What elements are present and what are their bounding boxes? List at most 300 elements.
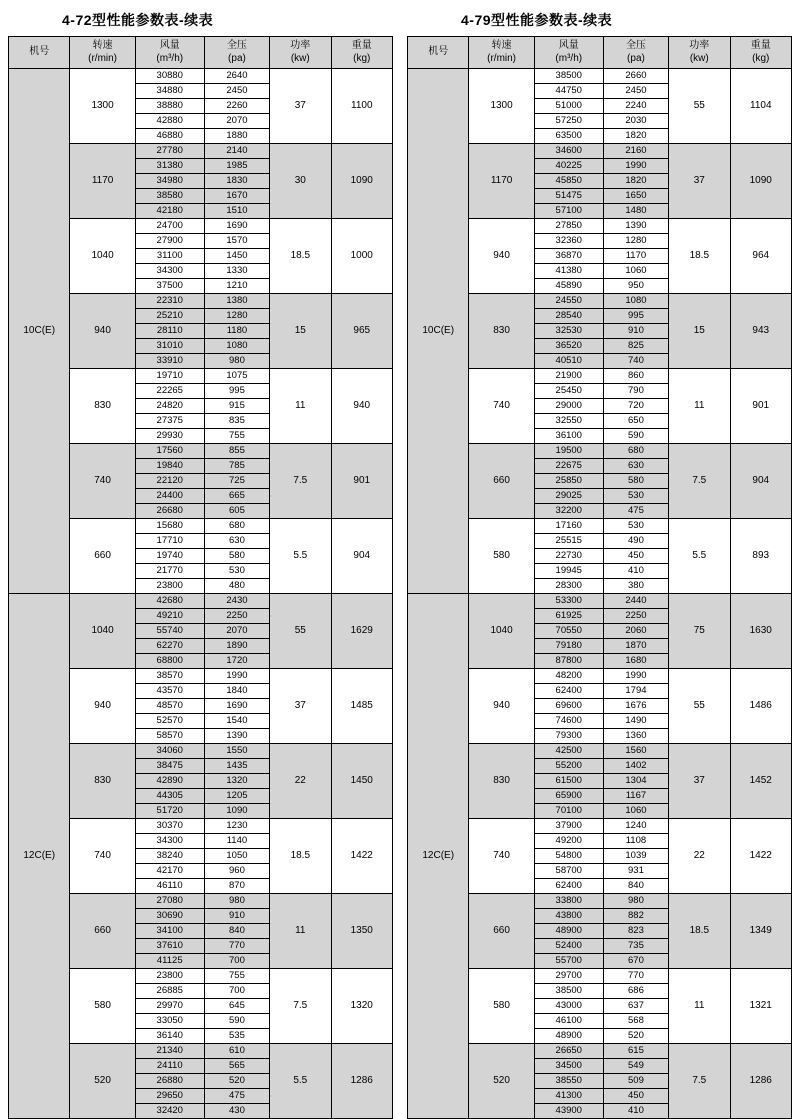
cell-pressure: 770: [204, 939, 269, 954]
cell-flow: 42680: [135, 594, 204, 609]
cell-flow: 58700: [534, 864, 603, 879]
cell-weight: 1630: [730, 594, 791, 669]
cell-flow: 55200: [534, 759, 603, 774]
cell-power: 22: [270, 744, 331, 819]
col-header-flow: [135, 37, 204, 69]
cell-flow: 36140: [135, 1029, 204, 1044]
cell-flow: 19840: [135, 459, 204, 474]
cell-speed: 740: [70, 819, 135, 894]
cell-pressure: 680: [204, 519, 269, 534]
cell-speed: 740: [70, 444, 135, 519]
header-row: [408, 37, 792, 69]
col-header-model: [408, 37, 469, 69]
cell-pressure: 860: [603, 369, 668, 384]
cell-speed: 580: [469, 519, 534, 594]
performance-table-left: [8, 36, 393, 1119]
cell-flow: 22675: [534, 459, 603, 474]
cell-pressure: 530: [603, 519, 668, 534]
cell-speed: 830: [469, 744, 534, 819]
cell-pressure: 535: [204, 1029, 269, 1044]
cell-flow: 34300: [135, 834, 204, 849]
cell-pressure: 1820: [603, 129, 668, 144]
cell-pressure: 931: [603, 864, 668, 879]
col-header-flow-text: 风量: [159, 40, 180, 51]
cell-pressure: 509: [603, 1074, 668, 1089]
cell-speed: 940: [70, 669, 135, 744]
cell-pressure: 1075: [204, 369, 269, 384]
cell-flow: 32200: [534, 504, 603, 519]
cell-flow: 22265: [135, 384, 204, 399]
cell-power: 22: [669, 819, 730, 894]
cell-flow: 29700: [534, 969, 603, 984]
cell-pressure: 490: [603, 534, 668, 549]
panel-left: [8, 10, 393, 1117]
cell-power: 37: [669, 744, 730, 819]
cell-pressure: 825: [603, 339, 668, 354]
cell-pressure: 1039: [603, 849, 668, 864]
cell-flow: 44305: [135, 789, 204, 804]
cell-pressure: 720: [603, 399, 668, 414]
cell-flow: 38570: [135, 669, 204, 684]
cell-power: 18.5: [270, 219, 331, 294]
cell-pressure: 665: [204, 489, 269, 504]
cell-flow: 57250: [534, 114, 603, 129]
cell-flow: 49210: [135, 609, 204, 624]
col-header-power-unit: (kw): [290, 52, 310, 64]
cell-flow: 37500: [135, 279, 204, 294]
cell-weight: 1286: [730, 1044, 791, 1119]
cell-flow: 27080: [135, 894, 204, 909]
table-body-left: [9, 69, 393, 1119]
cell-pressure: 1650: [603, 189, 668, 204]
cell-pressure: 605: [204, 504, 269, 519]
panel-right: [407, 10, 792, 1117]
cell-flow: 42890: [135, 774, 204, 789]
cell-power: 5.5: [270, 1044, 331, 1119]
cell-flow: 57100: [534, 204, 603, 219]
cell-pressure: 580: [603, 474, 668, 489]
cell-flow: 25850: [534, 474, 603, 489]
cell-flow: 36100: [534, 429, 603, 444]
cell-flow: 31100: [135, 249, 204, 264]
cell-flow: 40510: [534, 354, 603, 369]
cell-flow: 45890: [534, 279, 603, 294]
cell-pressure: 855: [204, 444, 269, 459]
cell-flow: 27375: [135, 414, 204, 429]
cell-speed: 830: [70, 369, 135, 444]
cell-pressure: 1210: [204, 279, 269, 294]
cell-weight: 1321: [730, 969, 791, 1044]
cell-pressure: 840: [204, 924, 269, 939]
cell-flow: 17560: [135, 444, 204, 459]
cell-flow: 34100: [135, 924, 204, 939]
cell-power: 37: [270, 69, 331, 144]
cell-flow: 29970: [135, 999, 204, 1014]
cell-weight: 1485: [331, 669, 392, 744]
cell-weight: 965: [331, 294, 392, 369]
cell-flow: 79300: [534, 729, 603, 744]
cell-pressure: 1180: [204, 324, 269, 339]
cell-pressure: 2140: [204, 144, 269, 159]
cell-pressure: 530: [603, 489, 668, 504]
cell-flow: 24110: [135, 1059, 204, 1074]
cell-model: 10C(E): [9, 69, 70, 594]
cell-pressure: 1140: [204, 834, 269, 849]
cell-power: 55: [669, 69, 730, 144]
cell-speed: 520: [70, 1044, 135, 1119]
cell-flow: 48900: [534, 1029, 603, 1044]
cell-flow: 42170: [135, 864, 204, 879]
cell-pressure: 1480: [603, 204, 668, 219]
cell-pressure: 1080: [204, 339, 269, 354]
cell-weight: 1422: [331, 819, 392, 894]
cell-pressure: 410: [603, 564, 668, 579]
cell-speed: 1170: [70, 144, 135, 219]
col-header-pressure: [204, 37, 269, 69]
table-row: [408, 594, 792, 609]
cell-pressure: 1990: [603, 669, 668, 684]
col-header-pressure-unit: (pa): [627, 52, 645, 64]
cell-pressure: 637: [603, 999, 668, 1014]
cell-flow: 33050: [135, 1014, 204, 1029]
panel-title-left: 4-72型性能参数表-续表: [62, 12, 214, 28]
cell-flow: 26680: [135, 504, 204, 519]
cell-flow: 34300: [135, 264, 204, 279]
col-header-weight-unit: (kg): [752, 52, 770, 64]
cell-flow: 87800: [534, 654, 603, 669]
cell-flow: 24820: [135, 399, 204, 414]
cell-pressure: 1510: [204, 204, 269, 219]
cell-pressure: 1990: [204, 669, 269, 684]
cell-power: 7.5: [270, 444, 331, 519]
cell-flow: 34060: [135, 744, 204, 759]
cell-pressure: 910: [204, 909, 269, 924]
cell-weight: 904: [331, 519, 392, 594]
cell-weight: 893: [730, 519, 791, 594]
cell-flow: 21900: [534, 369, 603, 384]
cell-flow: 54800: [534, 849, 603, 864]
cell-pressure: 1380: [204, 294, 269, 309]
cell-pressure: 950: [603, 279, 668, 294]
cell-flow: 40225: [534, 159, 603, 174]
cell-power: 7.5: [669, 444, 730, 519]
cell-pressure: 520: [204, 1074, 269, 1089]
cell-flow: 51475: [534, 189, 603, 204]
cell-weight: 1090: [730, 144, 791, 219]
cell-flow: 51720: [135, 804, 204, 819]
cell-power: 30: [270, 144, 331, 219]
cell-flow: 24700: [135, 219, 204, 234]
cell-pressure: 1990: [603, 159, 668, 174]
cell-pressure: 980: [603, 894, 668, 909]
cell-weight: 1486: [730, 669, 791, 744]
cell-flow: 62270: [135, 639, 204, 654]
cell-speed: 830: [70, 744, 135, 819]
cell-flow: 21340: [135, 1044, 204, 1059]
cell-pressure: 1402: [603, 759, 668, 774]
cell-weight: 1100: [331, 69, 392, 144]
table-header-left: [9, 37, 393, 69]
cell-pressure: 1880: [204, 129, 269, 144]
cell-weight: 964: [730, 219, 791, 294]
panel-title-right: 4-79型性能参数表-续表: [461, 12, 613, 28]
col-header-flow-text: 风量: [558, 40, 579, 51]
cell-flow: 70100: [534, 804, 603, 819]
cell-flow: 61500: [534, 774, 603, 789]
cell-pressure: 1890: [204, 639, 269, 654]
cell-flow: 22310: [135, 294, 204, 309]
cell-weight: 901: [730, 369, 791, 444]
cell-speed: 1040: [70, 594, 135, 669]
cell-pressure: 735: [603, 939, 668, 954]
cell-pressure: 1870: [603, 639, 668, 654]
cell-flow: 52570: [135, 714, 204, 729]
cell-pressure: 1435: [204, 759, 269, 774]
cell-speed: 1300: [70, 69, 135, 144]
cell-pressure: 450: [603, 549, 668, 564]
cell-power: 7.5: [270, 969, 331, 1044]
cell-flow: 68800: [135, 654, 204, 669]
cell-speed: 940: [469, 669, 534, 744]
cell-pressure: 1108: [603, 834, 668, 849]
cell-weight: 940: [331, 369, 392, 444]
cell-flow: 63500: [534, 129, 603, 144]
cell-pressure: 770: [603, 969, 668, 984]
cell-pressure: 1167: [603, 789, 668, 804]
cell-flow: 42180: [135, 204, 204, 219]
cell-pressure: 1080: [603, 294, 668, 309]
cell-pressure: 1690: [204, 219, 269, 234]
cell-flow: 34600: [534, 144, 603, 159]
col-header-speed-text: 转速: [491, 40, 512, 51]
cell-pressure: 1690: [204, 699, 269, 714]
cell-power: 75: [669, 594, 730, 669]
cell-pressure: 995: [603, 309, 668, 324]
cell-pressure: 1560: [603, 744, 668, 759]
cell-pressure: 650: [603, 414, 668, 429]
cell-pressure: 450: [603, 1089, 668, 1104]
cell-pressure: 670: [603, 954, 668, 969]
cell-pressure: 2030: [603, 114, 668, 129]
cell-flow: 46100: [534, 1014, 603, 1029]
cell-pressure: 1830: [204, 174, 269, 189]
cell-flow: 27900: [135, 234, 204, 249]
cell-pressure: 882: [603, 909, 668, 924]
cell-pressure: 1550: [204, 744, 269, 759]
cell-pressure: 2160: [603, 144, 668, 159]
col-header-pressure: [603, 37, 668, 69]
cell-pressure: 590: [204, 1014, 269, 1029]
cell-pressure: 740: [603, 354, 668, 369]
cell-pressure: 2660: [603, 69, 668, 84]
cell-speed: 740: [469, 369, 534, 444]
cell-pressure: 530: [204, 564, 269, 579]
cell-flow: 19945: [534, 564, 603, 579]
cell-pressure: 2430: [204, 594, 269, 609]
cell-pressure: 755: [204, 969, 269, 984]
cell-flow: 62400: [534, 684, 603, 699]
col-header-power: [669, 37, 730, 69]
cell-flow: 38475: [135, 759, 204, 774]
cell-pressure: 2240: [603, 99, 668, 114]
cell-speed: 660: [70, 519, 135, 594]
col-header-model-text: 机号: [29, 46, 50, 58]
cell-pressure: 430: [204, 1104, 269, 1119]
cell-flow: 29930: [135, 429, 204, 444]
cell-pressure: 1230: [204, 819, 269, 834]
cell-pressure: 1680: [603, 654, 668, 669]
cell-power: 11: [669, 969, 730, 1044]
cell-flow: 25515: [534, 534, 603, 549]
cell-flow: 65900: [534, 789, 603, 804]
cell-pressure: 1320: [204, 774, 269, 789]
cell-power: 55: [669, 669, 730, 744]
cell-power: 11: [669, 369, 730, 444]
table-header-right: [408, 37, 792, 69]
cell-pressure: 2440: [603, 594, 668, 609]
cell-flow: 79180: [534, 639, 603, 654]
cell-pressure: 915: [204, 399, 269, 414]
cell-flow: 49200: [534, 834, 603, 849]
cell-flow: 19500: [534, 444, 603, 459]
cell-pressure: 549: [603, 1059, 668, 1074]
cell-flow: 26880: [135, 1074, 204, 1089]
cell-pressure: 790: [603, 384, 668, 399]
cell-pressure: 755: [204, 429, 269, 444]
cell-speed: 940: [469, 219, 534, 294]
cell-power: 18.5: [669, 219, 730, 294]
cell-speed: 580: [469, 969, 534, 1044]
cell-weight: 1452: [730, 744, 791, 819]
cell-flow: 32360: [534, 234, 603, 249]
cell-flow: 38500: [534, 984, 603, 999]
cell-pressure: 1540: [204, 714, 269, 729]
cell-pressure: 1205: [204, 789, 269, 804]
cell-flow: 17710: [135, 534, 204, 549]
cell-power: 18.5: [270, 819, 331, 894]
cell-pressure: 480: [204, 579, 269, 594]
cell-flow: 62400: [534, 879, 603, 894]
cell-flow: 74600: [534, 714, 603, 729]
cell-pressure: 1304: [603, 774, 668, 789]
cell-flow: 32530: [534, 324, 603, 339]
cell-flow: 42880: [135, 114, 204, 129]
cell-power: 5.5: [270, 519, 331, 594]
cell-pressure: 630: [204, 534, 269, 549]
cell-flow: 43000: [534, 999, 603, 1014]
cell-pressure: 2260: [204, 99, 269, 114]
cell-pressure: 680: [603, 444, 668, 459]
cell-pressure: 1676: [603, 699, 668, 714]
cell-flow: 29000: [534, 399, 603, 414]
cell-flow: 25450: [534, 384, 603, 399]
cell-flow: 26885: [135, 984, 204, 999]
cell-pressure: 380: [603, 579, 668, 594]
cell-pressure: 2450: [603, 84, 668, 99]
cell-flow: 43800: [534, 909, 603, 924]
cell-flow: 19710: [135, 369, 204, 384]
cell-pressure: 1050: [204, 849, 269, 864]
col-header-weight-text: 重量: [351, 40, 372, 51]
cell-pressure: 960: [204, 864, 269, 879]
cell-flow: 23800: [135, 969, 204, 984]
cell-flow: 38880: [135, 99, 204, 114]
cell-pressure: 1240: [603, 819, 668, 834]
cell-flow: 41380: [534, 264, 603, 279]
cell-power: 18.5: [669, 894, 730, 969]
cell-flow: 28540: [534, 309, 603, 324]
col-header-pressure-text: 全压: [226, 40, 247, 51]
col-header-speed-unit: (r/min): [88, 52, 118, 64]
cell-pressure: 870: [204, 879, 269, 894]
col-header-speed-unit: (r/min): [487, 52, 517, 64]
cell-weight: 943: [730, 294, 791, 369]
cell-flow: 55700: [534, 954, 603, 969]
cell-flow: 33800: [534, 894, 603, 909]
cell-flow: 41125: [135, 954, 204, 969]
col-header-power: [270, 37, 331, 69]
cell-pressure: 1390: [204, 729, 269, 744]
cell-pressure: 835: [204, 414, 269, 429]
cell-flow: 29025: [534, 489, 603, 504]
table-row: [9, 594, 393, 609]
cell-speed: 520: [469, 1044, 534, 1119]
cell-pressure: 1060: [603, 804, 668, 819]
cell-pressure: 1330: [204, 264, 269, 279]
cell-pressure: 610: [204, 1044, 269, 1059]
cell-flow: 43570: [135, 684, 204, 699]
cell-flow: 24400: [135, 489, 204, 504]
cell-weight: 901: [331, 444, 392, 519]
cell-power: 5.5: [669, 519, 730, 594]
cell-flow: 51000: [534, 99, 603, 114]
cell-speed: 660: [469, 894, 534, 969]
cell-flow: 21770: [135, 564, 204, 579]
cell-power: 11: [270, 894, 331, 969]
cell-speed: 830: [469, 294, 534, 369]
cell-flow: 48900: [534, 924, 603, 939]
col-header-flow-unit: (m³/h): [555, 52, 583, 64]
cell-flow: 24550: [534, 294, 603, 309]
cell-flow: 31010: [135, 339, 204, 354]
cell-pressure: 1390: [603, 219, 668, 234]
cell-flow: 23800: [135, 579, 204, 594]
table-body-right: [408, 69, 792, 1119]
cell-weight: 1629: [331, 594, 392, 669]
cell-flow: 36520: [534, 339, 603, 354]
cell-pressure: 1670: [204, 189, 269, 204]
cell-speed: 1040: [70, 219, 135, 294]
cell-flow: 29650: [135, 1089, 204, 1104]
col-header-power-unit: (kw): [689, 52, 709, 64]
cell-pressure: 1090: [204, 804, 269, 819]
col-header-model-text: 机号: [428, 46, 449, 58]
cell-pressure: 1360: [603, 729, 668, 744]
cell-speed: 660: [70, 894, 135, 969]
cell-weight: 1422: [730, 819, 791, 894]
cell-pressure: 2640: [204, 69, 269, 84]
cell-pressure: 1170: [603, 249, 668, 264]
cell-pressure: 725: [204, 474, 269, 489]
cell-flow: 48200: [534, 669, 603, 684]
cell-flow: 15680: [135, 519, 204, 534]
cell-flow: 27780: [135, 144, 204, 159]
cell-flow: 53300: [534, 594, 603, 609]
cell-flow: 36870: [534, 249, 603, 264]
cell-flow: 43900: [534, 1104, 603, 1119]
cell-power: 15: [669, 294, 730, 369]
col-header-pressure-unit: (pa): [228, 52, 246, 64]
